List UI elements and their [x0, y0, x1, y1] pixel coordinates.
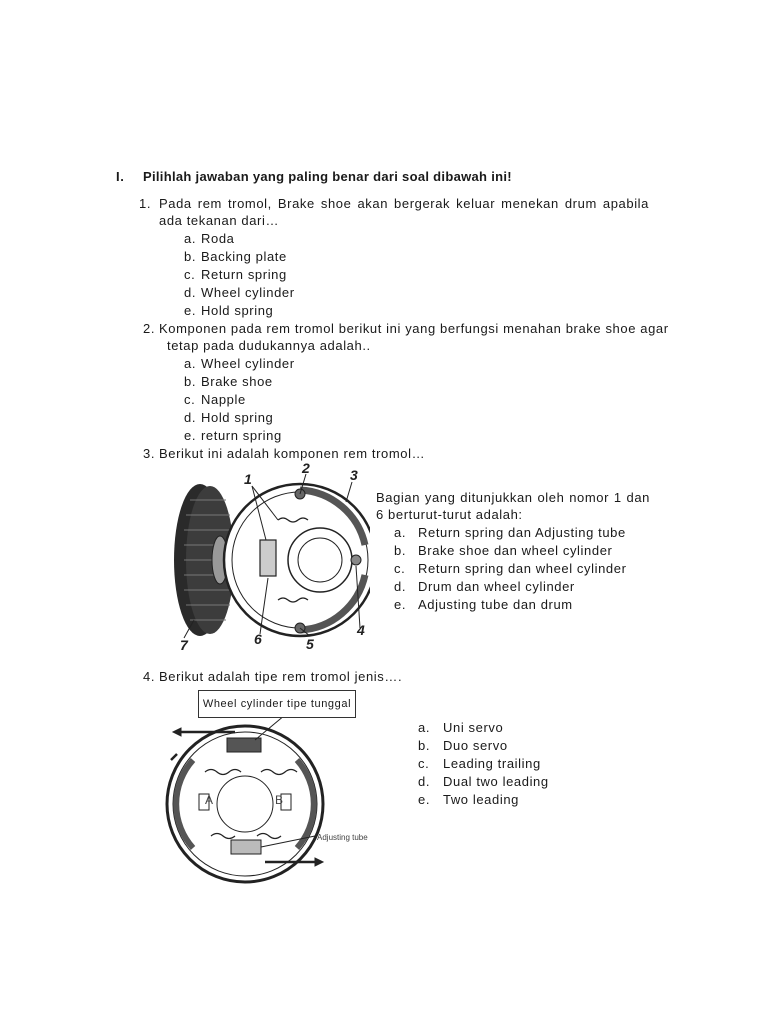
figure-label-a: A — [205, 793, 214, 807]
drum-brake-exploded-figure — [160, 460, 370, 656]
section-number: I. — [116, 169, 125, 184]
figure-label-adjusting-tube: Adjusting tube — [317, 833, 368, 842]
figure-label-1: 1 — [244, 471, 252, 487]
question-2-number: 2. — [143, 321, 156, 336]
option-letter: d. — [418, 774, 431, 789]
option-letter: e. — [418, 792, 431, 807]
option-letter: b. — [394, 543, 407, 558]
option-text: Uni servo — [443, 720, 504, 735]
drum-brake-type-figure — [165, 712, 390, 890]
question-1-number: 1. — [139, 196, 152, 211]
wheel-cylinder-callout-box: Wheel cylinder tipe tunggal — [198, 690, 356, 718]
option-text: return spring — [201, 428, 282, 443]
option-letter: a. — [394, 525, 407, 540]
question-3-prompt: Bagian yang ditunjukkan oleh nomor 1 dan 6 berturut-turut adalah: — [376, 490, 650, 522]
option-text: Leading trailing — [443, 756, 541, 771]
option-letter: a. — [184, 231, 197, 246]
figure-label-7: 7 — [180, 637, 188, 653]
figure-label-3: 3 — [350, 467, 358, 483]
option-letter: d. — [394, 579, 407, 594]
option-text: Hold spring — [201, 303, 274, 318]
option-letter: c. — [394, 561, 406, 576]
option-text: Backing plate — [201, 249, 287, 264]
option-text: Brake shoe dan wheel cylinder — [418, 543, 613, 558]
question-2-text-line2: tetap pada dudukannya adalah.. — [167, 338, 371, 353]
question-4-number: 4. — [143, 669, 156, 684]
option-text: Wheel cylinder — [201, 356, 295, 371]
option-letter: e. — [184, 428, 197, 443]
figure-label-5: 5 — [306, 636, 314, 652]
section-title: Pilihlah jawaban yang paling benar dari soal dibawah ini! — [143, 169, 512, 184]
option-text: Napple — [201, 392, 246, 407]
question-3-text: Berikut ini adalah komponen rem tromol… — [159, 446, 426, 461]
option-text: Return spring dan wheel cylinder — [418, 561, 627, 576]
option-letter: b. — [418, 738, 431, 753]
option-letter: c. — [418, 756, 430, 771]
option-text: Dual two leading — [443, 774, 549, 789]
option-text: Duo servo — [443, 738, 508, 753]
option-text: Wheel cylinder — [201, 285, 295, 300]
figure-label-2: 2 — [302, 460, 310, 476]
option-letter: a. — [418, 720, 431, 735]
backing-plate-illustration — [224, 484, 370, 636]
option-text: Roda — [201, 231, 235, 246]
option-letter: d. — [184, 410, 197, 425]
option-text: Drum dan wheel cylinder — [418, 579, 575, 594]
option-letter: a. — [184, 356, 197, 371]
question-1-text: Pada rem tromol, Brake shoe akan bergerak keluar menekan drum apabila ada tekanan dari… — [159, 196, 649, 228]
option-text: Two leading — [443, 792, 519, 807]
figure-label-4: 4 — [357, 622, 365, 638]
option-text: Brake shoe — [201, 374, 273, 389]
figure-label-b: B — [275, 793, 284, 807]
option-text: Return spring dan Adjusting tube — [418, 525, 626, 540]
option-letter: b. — [184, 374, 197, 389]
option-letter: e. — [184, 303, 197, 318]
question-3-number: 3. — [143, 446, 156, 461]
option-letter: b. — [184, 249, 197, 264]
option-letter: c. — [184, 392, 196, 407]
figure-label-6: 6 — [254, 631, 262, 647]
option-text: Hold spring — [201, 410, 274, 425]
question-4-text: Berikut adalah tipe rem tromol jenis…. — [159, 669, 403, 684]
option-text: Adjusting tube dan drum — [418, 597, 573, 612]
option-letter: c. — [184, 267, 196, 282]
option-letter: d. — [184, 285, 197, 300]
option-letter: e. — [394, 597, 407, 612]
question-2-text-line1: Komponen pada rem tromol berikut ini yang berfungsi menahan brake shoe agar — [159, 321, 669, 336]
option-text: Return spring — [201, 267, 287, 282]
